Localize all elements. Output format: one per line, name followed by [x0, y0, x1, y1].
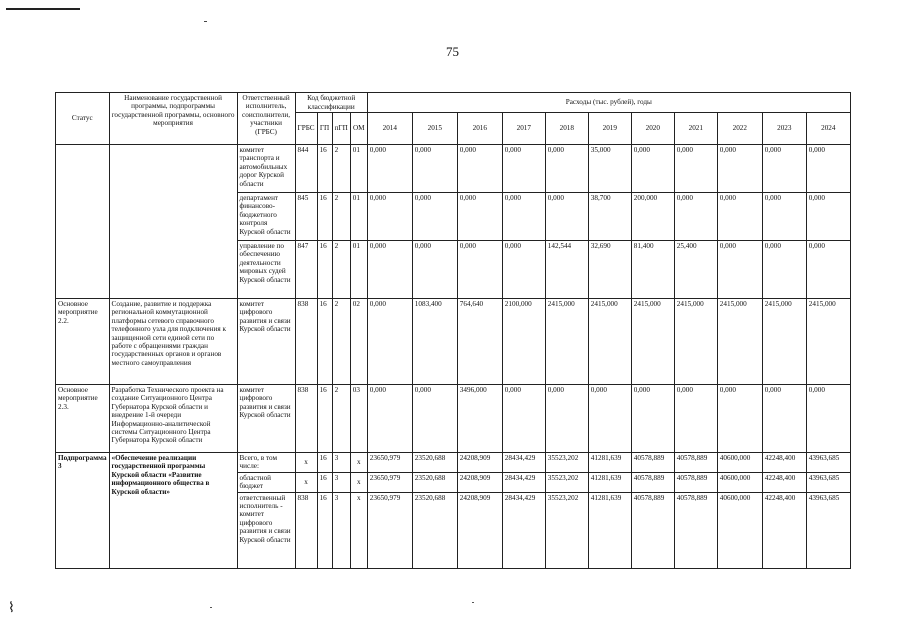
value-cell: 0,000 — [588, 385, 631, 453]
value-cell: 0,000 — [412, 241, 457, 299]
value-cell: 0,000 — [502, 385, 545, 453]
year-header: 2024 — [806, 113, 850, 145]
header-gp: ГП — [317, 113, 332, 145]
name-cell — [109, 145, 237, 299]
value-cell: 35523,202 — [545, 492, 588, 568]
value-cell: 35523,202 — [545, 472, 588, 492]
year-header: 2019 — [588, 113, 631, 145]
value-cell: 200,000 — [631, 193, 674, 241]
value-cell: 23650,979 — [367, 453, 412, 473]
value-cell: 0,000 — [502, 193, 545, 241]
header-grbs: ГРБС — [295, 113, 317, 145]
year-header: 2023 — [762, 113, 806, 145]
status-cell: Подпрограмма 3 — [56, 453, 110, 569]
value-cell: 24208,909 — [457, 472, 502, 492]
value-cell: 24208,909 — [457, 492, 502, 568]
pgp-cell: 2 — [332, 299, 350, 385]
pgp-cell: 2 — [332, 193, 350, 241]
table-row — [56, 385, 851, 453]
value-cell: 0,000 — [762, 385, 806, 453]
value-cell: 142,544 — [545, 241, 588, 299]
pgp-cell: 2 — [332, 145, 350, 193]
executor-cell: комитет цифрового развития и связи Курской области — [237, 385, 295, 453]
value-cell: 2415,000 — [806, 299, 850, 385]
top-rule — [6, 8, 80, 10]
value-cell: 40578,889 — [674, 453, 717, 473]
header-row-1 — [56, 93, 851, 113]
executor-cell: комитет цифрового развития и связи Курской области — [237, 299, 295, 385]
table-row — [56, 299, 851, 385]
expenses-table — [55, 92, 851, 569]
executor-cell: ответственный исполнитель - комитет цифрового развития и связи Курской области — [237, 492, 295, 568]
grbs-cell: 845 — [295, 193, 317, 241]
value-cell: 40578,889 — [631, 492, 674, 568]
table-row — [56, 453, 851, 473]
pgp-cell: 3 — [332, 492, 350, 568]
value-cell: 23520,688 — [412, 472, 457, 492]
value-cell: 0,000 — [674, 145, 717, 193]
value-cell: 3496,000 — [457, 385, 502, 453]
grbs-cell: 838 — [295, 299, 317, 385]
grbs-cell: 838 — [295, 385, 317, 453]
value-cell: 0,000 — [806, 193, 850, 241]
header-executor: Ответственный исполнитель, соисполнители, участники (ГРБС) — [237, 93, 295, 145]
value-cell: 0,000 — [457, 145, 502, 193]
value-cell: 0,000 — [457, 241, 502, 299]
gp-cell: 16 — [317, 193, 332, 241]
table-row — [56, 145, 851, 193]
om-cell: 02 — [350, 299, 367, 385]
value-cell: 2415,000 — [588, 299, 631, 385]
value-cell: 2415,000 — [717, 299, 762, 385]
value-cell: 2415,000 — [631, 299, 674, 385]
executor-cell: комитет транспорта и автомобильных дорог Курской области — [237, 145, 295, 193]
value-cell: 0,000 — [762, 241, 806, 299]
value-cell: 35523,202 — [545, 453, 588, 473]
status-cell — [56, 145, 110, 299]
gp-cell: 16 — [317, 145, 332, 193]
scan-speck — [472, 602, 474, 603]
value-cell: 0,000 — [674, 193, 717, 241]
executor-cell: Всего, в том числе: — [237, 453, 295, 473]
margin-mark: ⌇ — [8, 601, 15, 616]
om-cell: 01 — [350, 241, 367, 299]
value-cell: 0,000 — [762, 145, 806, 193]
grbs-cell: x — [295, 453, 317, 473]
value-cell: 32,690 — [588, 241, 631, 299]
name-cell: Создание, развитие и поддержка региональной коммутационной платформы сетевого справочного телефонного узла для подключения к защищенной сети единой сети по работе с обращениями граждан государственных органов и органов местного самоуправления — [109, 299, 237, 385]
value-cell: 23650,979 — [367, 472, 412, 492]
value-cell: 0,000 — [457, 193, 502, 241]
year-header: 2017 — [502, 113, 545, 145]
top-speck — [204, 21, 207, 22]
gp-cell: 16 — [317, 453, 332, 473]
value-cell: 41281,639 — [588, 472, 631, 492]
grbs-cell: 847 — [295, 241, 317, 299]
value-cell: 23650,979 — [367, 492, 412, 568]
value-cell: 43963,685 — [806, 492, 850, 568]
value-cell: 764,640 — [457, 299, 502, 385]
value-cell: 28434,429 — [502, 492, 545, 568]
grbs-cell: x — [295, 472, 317, 492]
value-cell: 24208,909 — [457, 453, 502, 473]
value-cell: 40578,889 — [674, 492, 717, 568]
value-cell: 42248,400 — [762, 472, 806, 492]
value-cell: 0,000 — [367, 241, 412, 299]
value-cell: 40578,889 — [674, 472, 717, 492]
value-cell: 42248,400 — [762, 453, 806, 473]
value-cell: 0,000 — [806, 385, 850, 453]
scan-speck — [210, 607, 212, 608]
value-cell: 28434,429 — [502, 453, 545, 473]
om-cell: 01 — [350, 193, 367, 241]
value-cell: 40600,000 — [717, 472, 762, 492]
value-cell: 0,000 — [545, 385, 588, 453]
year-header: 2018 — [545, 113, 588, 145]
gp-cell: 16 — [317, 492, 332, 568]
om-cell: 01 — [350, 145, 367, 193]
value-cell: 25,400 — [674, 241, 717, 299]
value-cell: 0,000 — [806, 241, 850, 299]
om-cell: x — [350, 472, 367, 492]
value-cell: 23520,688 — [412, 492, 457, 568]
value-cell: 0,000 — [717, 385, 762, 453]
value-cell: 40600,000 — [717, 453, 762, 473]
value-cell: 43963,685 — [806, 472, 850, 492]
value-cell: 0,000 — [806, 145, 850, 193]
value-cell: 0,000 — [545, 193, 588, 241]
value-cell: 0,000 — [545, 145, 588, 193]
pgp-cell: 2 — [332, 241, 350, 299]
value-cell: 40578,889 — [631, 453, 674, 473]
value-cell: 0,000 — [762, 193, 806, 241]
year-header: 2021 — [674, 113, 717, 145]
value-cell: 2415,000 — [545, 299, 588, 385]
value-cell: 28434,429 — [502, 472, 545, 492]
value-cell: 0,000 — [367, 145, 412, 193]
year-header: 2014 — [367, 113, 412, 145]
header-budget-code: Код бюджетной классификации — [295, 93, 367, 113]
value-cell: 0,000 — [502, 241, 545, 299]
om-cell: 03 — [350, 385, 367, 453]
pgp-cell: 3 — [332, 453, 350, 473]
executor-cell: департамент финансово-бюджетного контроля Курской области — [237, 193, 295, 241]
grbs-cell: 844 — [295, 145, 317, 193]
value-cell: 0,000 — [717, 193, 762, 241]
value-cell: 0,000 — [674, 385, 717, 453]
value-cell: 35,000 — [588, 145, 631, 193]
header-om: ОМ — [350, 113, 367, 145]
value-cell: 0,000 — [367, 193, 412, 241]
value-cell: 40578,889 — [631, 472, 674, 492]
year-header: 2015 — [412, 113, 457, 145]
value-cell: 38,700 — [588, 193, 631, 241]
value-cell: 0,000 — [502, 145, 545, 193]
value-cell: 81,400 — [631, 241, 674, 299]
gp-cell: 16 — [317, 299, 332, 385]
value-cell: 0,000 — [717, 145, 762, 193]
value-cell: 41281,639 — [588, 453, 631, 473]
year-header: 2016 — [457, 113, 502, 145]
value-cell: 0,000 — [631, 145, 674, 193]
executor-cell: областной бюджет — [237, 472, 295, 492]
name-cell: «Обеспечение реализации государственной программы Курской области «Развитие информационного общества в Курской области» — [109, 453, 237, 569]
status-cell: Основное мероприятие 2.2. — [56, 299, 110, 385]
name-cell: Разработка Технического проекта на создание Ситуационного Центра Губернатора Курской области и внедрение 1-й очереди Информационно-аналитической системы Ситуационного Центра Губернатора Курской области — [109, 385, 237, 453]
gp-cell: 16 — [317, 241, 332, 299]
gp-cell: 16 — [317, 472, 332, 492]
value-cell: 23520,688 — [412, 453, 457, 473]
header-name: Наименование государственной программы, подпрограммы государственной программы, основного мероприятия — [109, 93, 237, 145]
grbs-cell: 838 — [295, 492, 317, 568]
gp-cell: 16 — [317, 385, 332, 453]
header-status: Статус — [56, 93, 110, 145]
header-pgp: пГП — [332, 113, 350, 145]
value-cell: 0,000 — [631, 385, 674, 453]
pgp-cell: 2 — [332, 385, 350, 453]
header-expenses: Расходы (тыс. рублей), годы — [367, 93, 850, 113]
value-cell: 43963,685 — [806, 453, 850, 473]
value-cell: 2100,000 — [502, 299, 545, 385]
value-cell: 0,000 — [412, 385, 457, 453]
year-header: 2022 — [717, 113, 762, 145]
value-cell: 0,000 — [717, 241, 762, 299]
value-cell: 0,000 — [367, 385, 412, 453]
value-cell: 1083,400 — [412, 299, 457, 385]
value-cell: 42248,400 — [762, 492, 806, 568]
value-cell: 40600,000 — [717, 492, 762, 568]
value-cell: 0,000 — [412, 193, 457, 241]
value-cell: 0,000 — [367, 299, 412, 385]
year-header: 2020 — [631, 113, 674, 145]
executor-cell: управление по обеспечению деятельности мировых судей Курской области — [237, 241, 295, 299]
value-cell: 2415,000 — [674, 299, 717, 385]
value-cell: 0,000 — [412, 145, 457, 193]
om-cell: x — [350, 492, 367, 568]
pgp-cell: 3 — [332, 472, 350, 492]
status-cell: Основное мероприятие 2.3. — [56, 385, 110, 453]
om-cell: x — [350, 453, 367, 473]
page-number: 75 — [446, 44, 459, 59]
value-cell: 41281,639 — [588, 492, 631, 568]
value-cell: 2415,000 — [762, 299, 806, 385]
